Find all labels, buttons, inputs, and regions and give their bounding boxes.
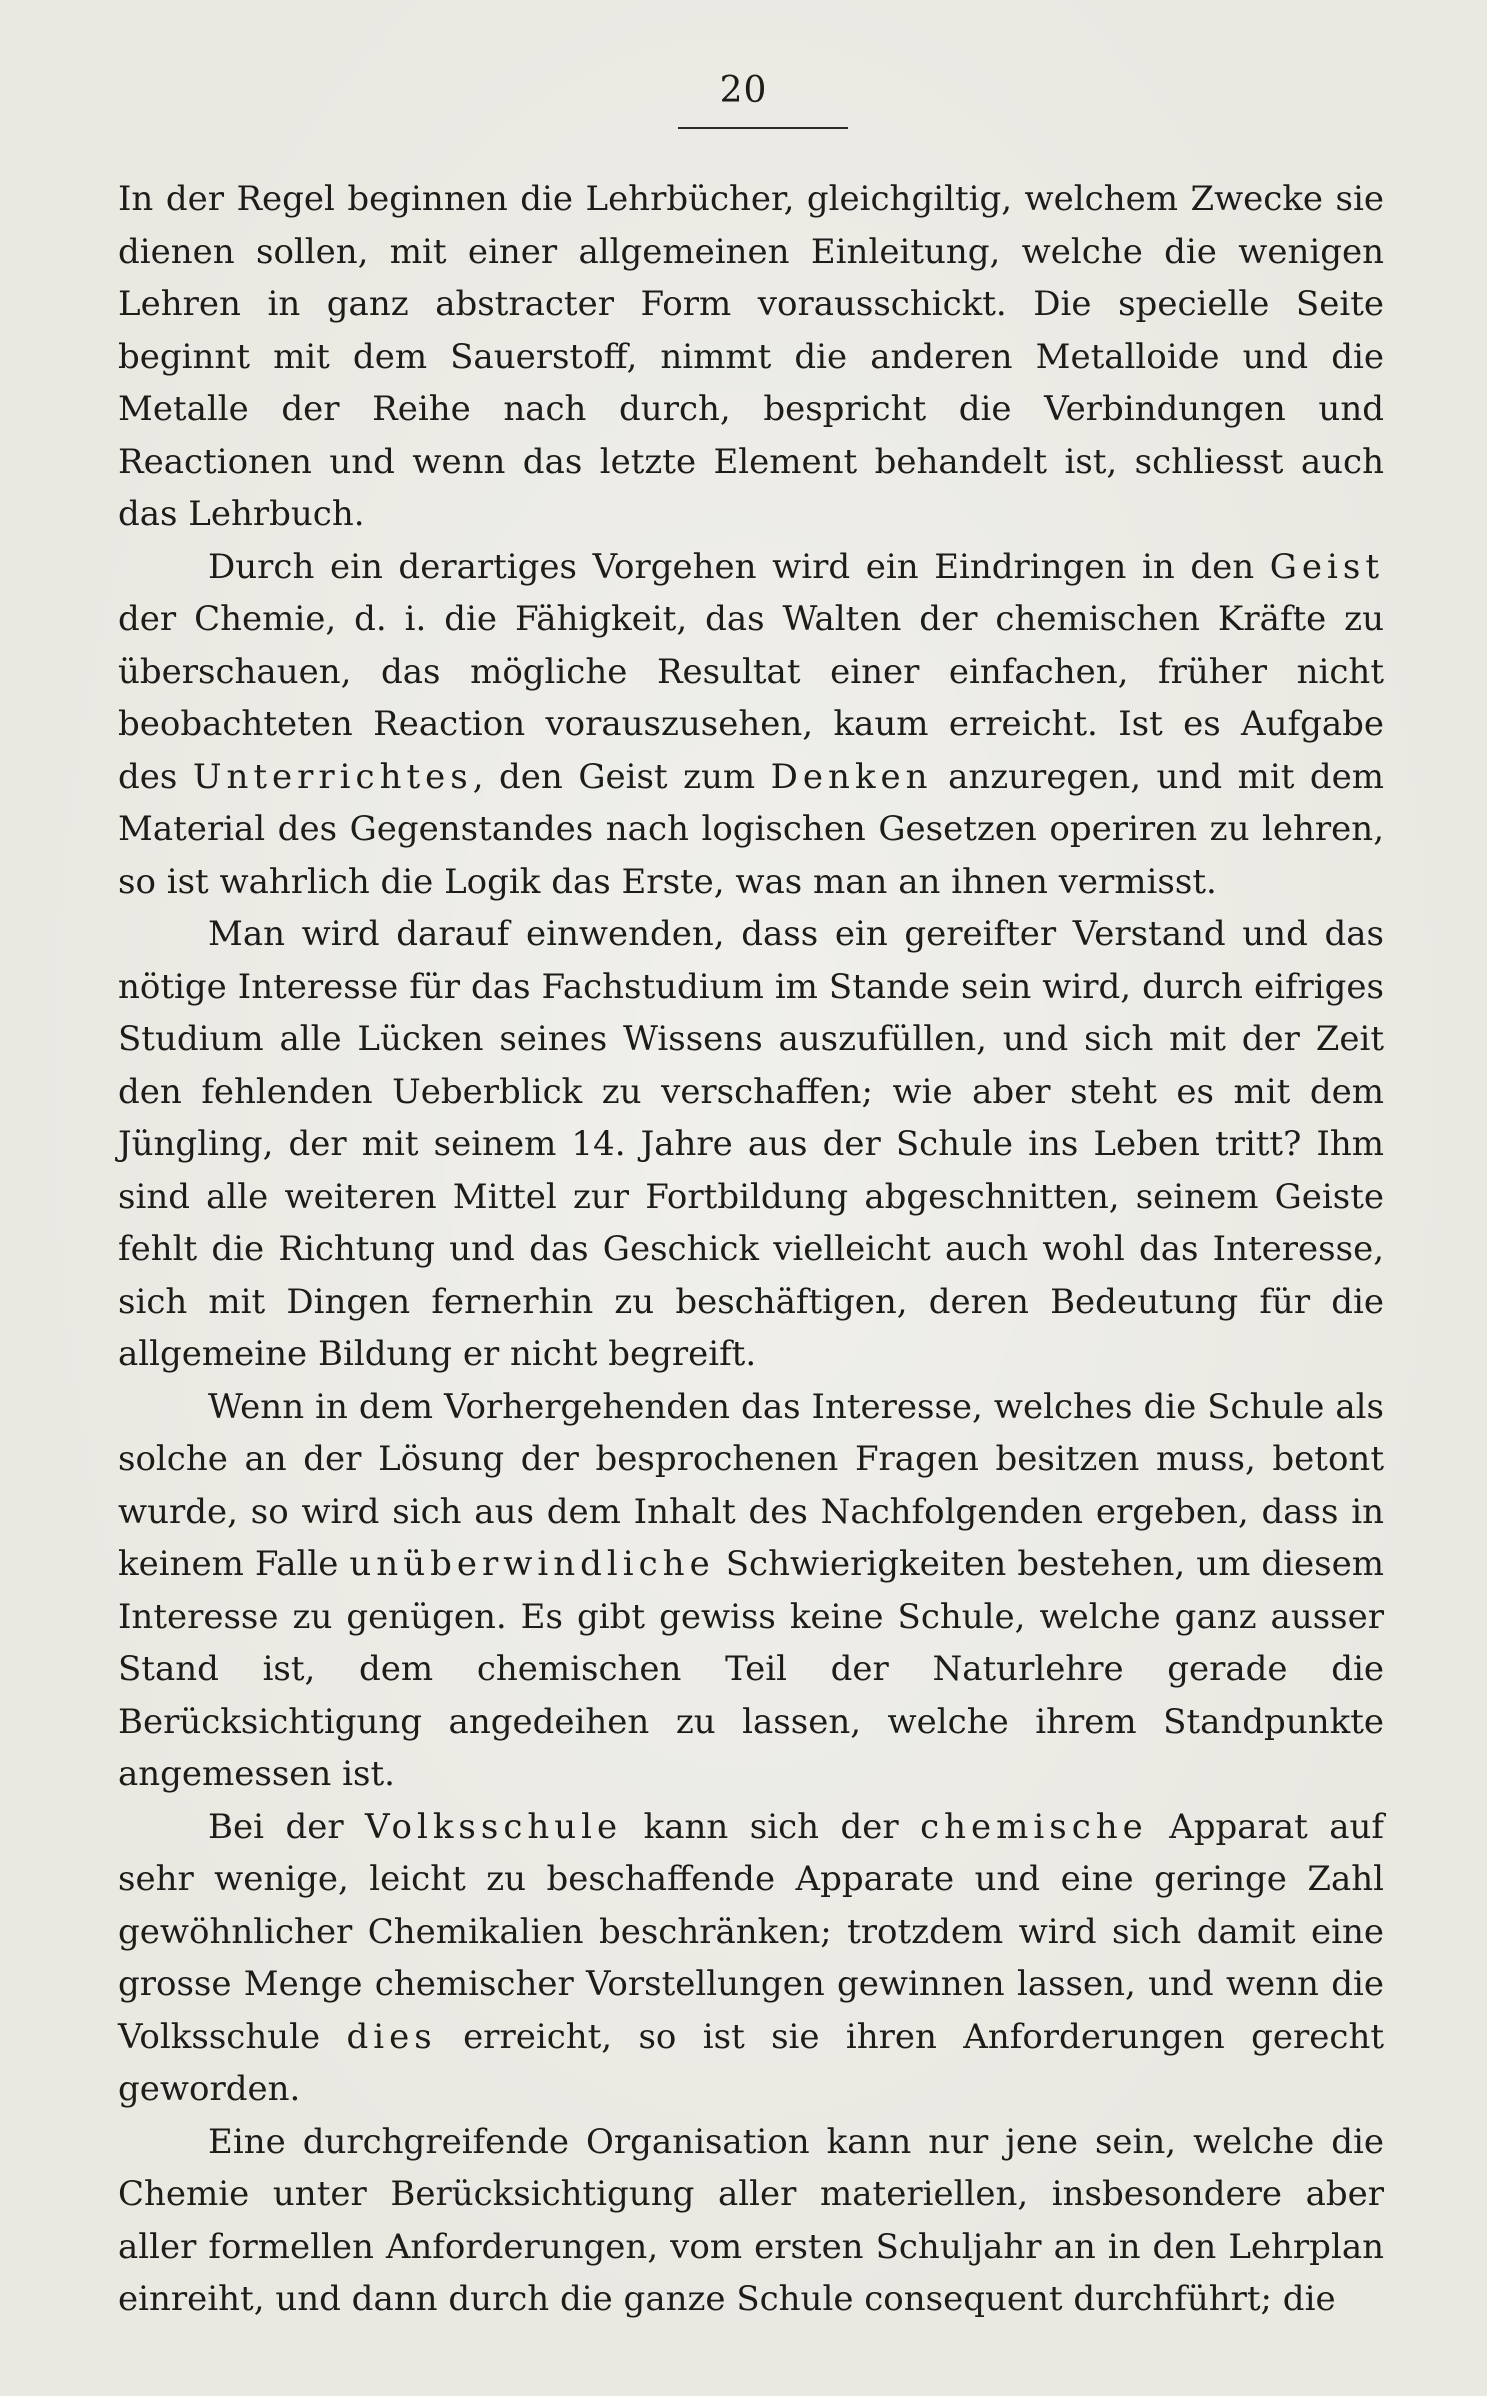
text-segment: Bei der bbox=[208, 1806, 366, 1847]
text-segment: In der Regel beginnen die Lehrbücher, gleichgiltig, welchem Zwecke sie dienen sollen, mit einer allgemeinen Einleitung, welche die wenigen Lehren in ganz abstracter Form vorausschickt. Die specielle Seite beginnt mit dem Sauerstoff, nimmt die anderen Metalloide und die Metalle der Reihe nach durch, bespricht die Verbindungen und Reactionen und wenn das letzte Element behandelt ist, schliesst auch das Lehrbuch. bbox=[118, 179, 1384, 534]
text-segment: Schwierigkeiten bestehen, um diesem Interesse zu genügen. Es gibt gewiss keine Schule, welche ganz ausser Stand ist, dem chemischen Teil der Naturlehre gerade die Berücksichtigung angedeihen zu lassen, welche ihrem Standpunkte angemessen ist. bbox=[118, 1544, 1384, 1794]
paragraph bbox=[118, 541, 1384, 909]
paragraph bbox=[118, 2116, 1384, 2326]
paragraph bbox=[118, 1381, 1384, 1801]
text-segment: anzuregen, und mit dem Material des Gegenstandes nach logischen Gesetzen operiren zu lehren, so ist wahrlich die Logik das Erste, was man an ihnen vermisst. bbox=[118, 756, 1384, 902]
emphasized-word: chemische bbox=[920, 1806, 1148, 1847]
emphasized-word: unüberwindliche bbox=[349, 1544, 715, 1584]
paragraph bbox=[118, 908, 1384, 1381]
page-number: 20 bbox=[719, 70, 768, 111]
text-segment: erreicht, so ist sie ihren Anforderungen gerecht geworden. bbox=[118, 2016, 1384, 2109]
text-segment: der Chemie, d. i. die Fähigkeit, das Walten der chemischen Kräfte zu überschauen, das mögliche Resultat einer einfachen, früher nicht beobachteten Reaction vorauszusehen, kaum erreicht. Ist es Aufgabe des bbox=[118, 599, 1384, 797]
text-segment: Wenn in dem Vorhergehenden das Interesse, welches die Schule als solche an der Lösung der besprochenen Fragen besitzen muss, betont wurde, so wird sich aus dem Inhalt des Nachfolgenden ergeben, dass in keinem Falle bbox=[118, 1386, 1384, 1584]
emphasized-word: Volksschule bbox=[365, 1806, 623, 1847]
paragraph bbox=[118, 1801, 1384, 2116]
body-text bbox=[118, 173, 1384, 2326]
text-segment: Man wird darauf einwenden, dass ein gereifter Verstand und das nötige Interesse für das Fachstudium im Stande sein wird, durch eifriges Studium alle Lücken seines Wissens auszufüllen, und sich mit der Zeit den fehlenden Ueberblick zu verschaffen; wie aber steht es mit dem Jüngling, der mit seinem 14. Jahre aus der Schule ins Leben tritt? Ihm sind alle weiteren Mittel zur Fortbildung abgeschnitten, seinem Geiste fehlt die Richtung und das Geschick vielleicht auch wohl das Interesse, sich mit Dingen fernerhin zu beschäftigen, deren Bedeutung für die allgemeine Bildung er nicht begreift. bbox=[118, 914, 1384, 1374]
emphasized-word: Geist bbox=[1269, 546, 1384, 587]
header-rule bbox=[678, 127, 848, 129]
emphasized-word: Unterrichtes bbox=[192, 756, 473, 797]
text-segment: Durch ein derartiges Vorgehen wird ein Eindringen in den bbox=[208, 546, 1270, 587]
paragraph bbox=[118, 173, 1384, 541]
emphasized-word: Denken bbox=[770, 756, 933, 797]
emphasized-word: dies bbox=[346, 2016, 437, 2057]
text-segment: kann sich der bbox=[622, 1806, 921, 1847]
text-segment: Apparat auf sehr wenige, leicht zu beschaffende Apparate und eine geringe Zahl gewöhnlicher Chemikalien beschränken; trotzdem wird sich damit eine grosse Menge chemischer Vorstellungen gewinnen lassen, und wenn die Volksschule bbox=[118, 1806, 1384, 2057]
text-segment: Eine durchgreifende Organisation kann nur jene sein, welche die Chemie unter Berücksichtigung aller materiellen, insbesondere aber aller formellen Anforderungen, vom ersten Schuljahr an in den Lehrplan einreiht, und dann durch die ganze Schule consequent durchführt; die bbox=[118, 2121, 1384, 2319]
text-segment: , den Geist zum bbox=[472, 756, 771, 797]
